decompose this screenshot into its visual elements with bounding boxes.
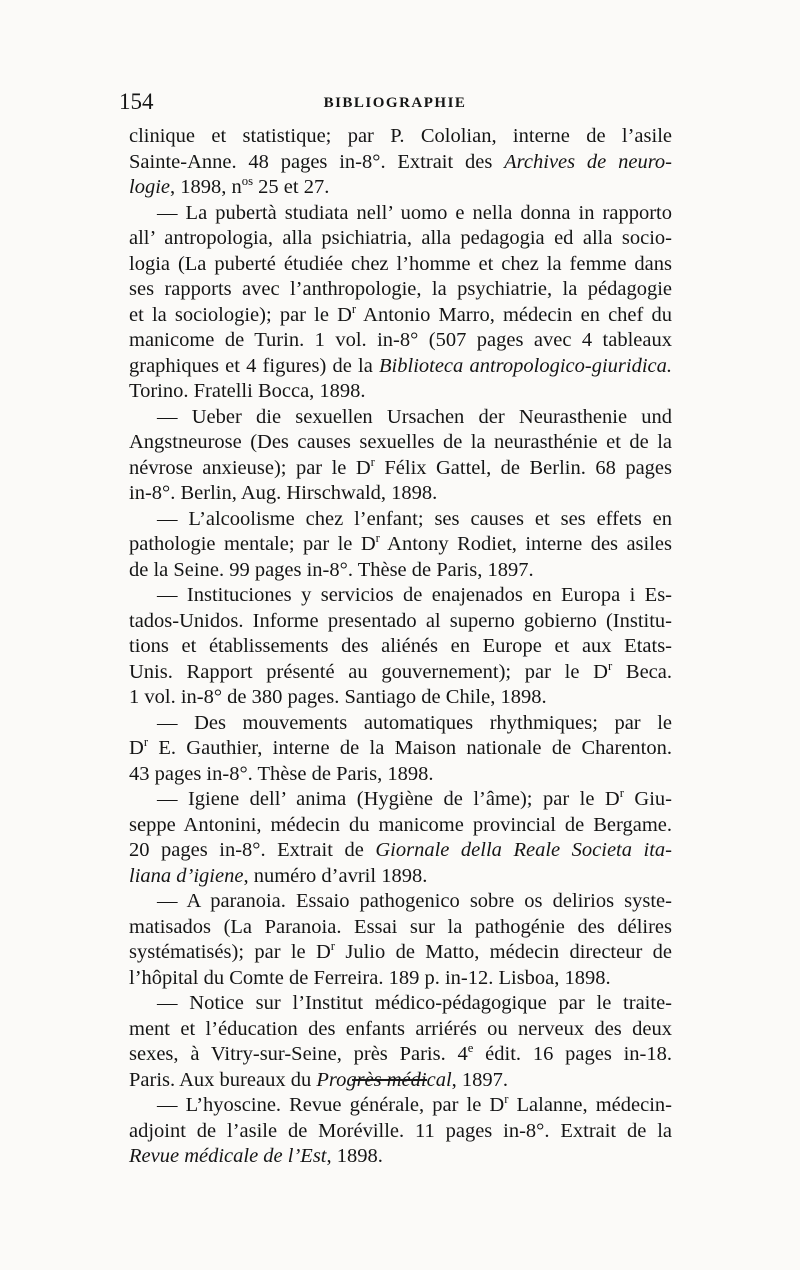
text-line: liana d’igiene, numéro d’avril 1898. (129, 864, 428, 887)
text-line: et la sociologie); par le $D^r$ Antonio Marro, médecin en chef du (129, 301, 672, 326)
text-line: Torino. Fratelli Bocca, 1898. (129, 380, 366, 402)
text-line: de la Seine. 99 pages in-8°. Thèse de Paris, 1897. (129, 558, 534, 581)
text-line: 1 vol. in-8° de 380 pages. Santiago de Chile, 1898. (129, 686, 547, 708)
text-line: — L’alcoolisme chez l’enfant; ses causes et ses effets en (157, 507, 672, 530)
text-line: systématisés); par le $D^r$ Julio de Matto, médecin directeur de (129, 939, 672, 963)
text-line: tados-Unidos. Informe presentado al superno gobierno (Institu- (129, 609, 672, 632)
text-line: matisados (La Paranoia. Essai sur la pathogénie des délires (129, 915, 672, 938)
text-line: ses rapports avec l’anthropologie, la psychiatrie, la pédagogie (129, 278, 672, 300)
text-line: clinique et statistique; par P. Cololian, interne de l’asile (129, 125, 672, 147)
text-line: l’hôpital du Comte de Ferreira. 189 p. in-12. Lisboa, 1898. (129, 966, 611, 989)
text-line: sexes, à Vitry-sur-Seine, près Paris. 4e édit. 16 pages in-18. (129, 1041, 672, 1065)
text-line: tions et établissements des aliénés en Europe et aux Etats- (129, 635, 672, 657)
text-line: — Notice sur l’Institut médico-pédagogique par le traite- (157, 992, 672, 1014)
text-line: graphiques et 4 figures) de la Biblioteca antropologico-giuridica. (129, 354, 672, 377)
text-line: névrose anxieuse); par le $D^r$ Félix Gattel, de Berlin. 68 pages (129, 454, 672, 479)
text-line: Sainte-Anne. 48 pages in-8°. Extrait des Archives de neuro- (129, 150, 672, 173)
text-line: adjoint de l’asile de Moréville. 11 pages in-8°. Extrait de la (129, 1119, 672, 1142)
text-line: — A paranoia. Essaio pathogenico sobre os delirios syste- (157, 890, 672, 912)
end-rule (352, 1079, 427, 1081)
bibliography-text (129, 124, 672, 1170)
text-line: — Instituciones y servicios de enajenados en Europa i Es- (157, 584, 672, 606)
text-line: all’ antropologia, alla psichiatria, alla pedagogia ed alla socio- (129, 227, 672, 249)
text-line: ment et l’éducation des enfants arriérés ou nerveux des deux (129, 1017, 672, 1040)
text-line: Unis. Rapport présenté au gouvernement); par le $D^r$ Beca. (129, 658, 672, 683)
text-line: — La pubertà studiata nell’ uomo e nella donna in rapporto (157, 201, 672, 224)
text-line: — Des mouvements automatiques rhythmiques; par le (157, 711, 672, 734)
text-line: — L’hyoscine. Revue générale, par le $D^r$ Lalanne, médecin- (157, 1092, 673, 1116)
page-header (119, 88, 671, 116)
text-line: Revue médicale de l’Est, 1898. (129, 1145, 383, 1167)
text-line: $D^r$ E. Gauthier, interne de la Maison nationale de Charenton. (129, 735, 672, 759)
text-line: manicome de Turin. 1 vol. in-8° (507 pages avec 4 tableaux (129, 329, 672, 351)
text-line: seppe Antonini, médecin du manicome provincial de Bergame. (129, 813, 672, 836)
text-line: — Igiene dell’ anima (Hygiène de l’âme); par le $D^r$ Giu- (157, 786, 672, 810)
text-line: 20 pages in-8°. Extrait de Giornale della Reale Societa ita- (129, 839, 673, 861)
text-line: 43 pages in-8°. Thèse de Paris, 1898. (129, 762, 434, 785)
running-head: BIBLIOGRAPHIE (323, 95, 467, 111)
text-line: logie, 1898, $n^{os}$ 25 et 27. (129, 174, 330, 198)
text-line: Angstneurose (Des causes sexuelles de la neurasthénie et de la (129, 431, 672, 453)
text-line: pathologie mentale; par le $D^r$ Antony Rodiet, interne des asiles (129, 531, 672, 555)
text-line: in-8°. Berlin, Aug. Hirschwald, 1898. (129, 482, 438, 504)
text-line: logia (La puberté étudiée chez l’homme et chez la femme dans (129, 252, 672, 275)
text-line: Paris. Aux bureaux du Progrès médical, 1897. (129, 1068, 509, 1091)
text-line: — Ueber die sexuellen Ursachen der Neurasthenie und (157, 405, 672, 428)
page-number: 154 (119, 89, 154, 114)
